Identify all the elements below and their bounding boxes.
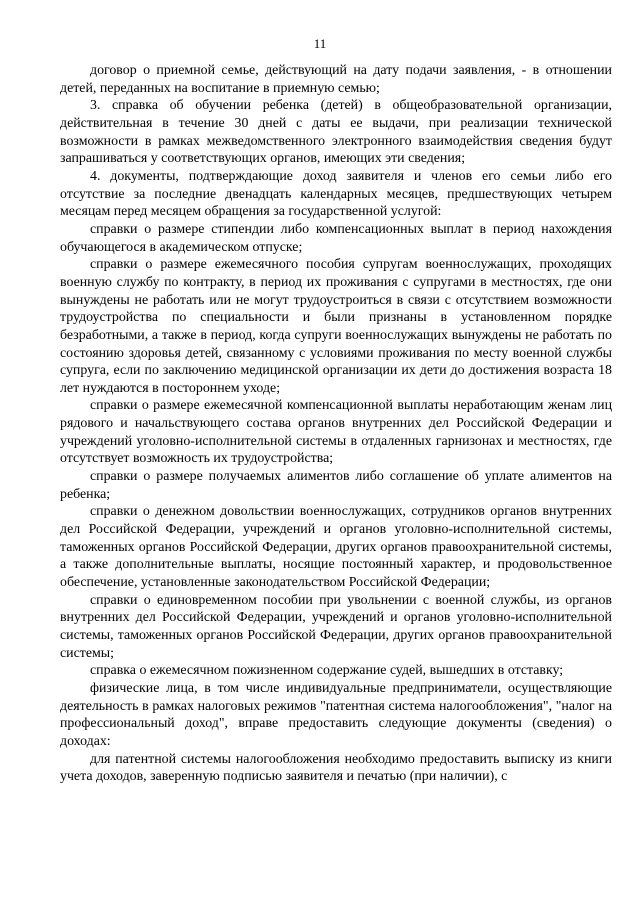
paragraph-compensation-payment: справки о размере ежемесячной компенсационной выплаты неработающим женам лиц рядового и начальствующего состава органов внутренних дел Российской Федерации и учреждений уголовно-исполнительной системы в отдаленных гарнизонах и местностях, где отсутствует возможность их трудоустройства; <box>60 398 612 467</box>
paragraph-judges-maintenance: справка о ежемесячном пожизненном содержание судей, вышедших в отставку; <box>90 663 564 679</box>
paragraph-patent-system: для патентной системы налогообложения необходимо предоставить выписку из книги учета доходов, заверенную подписью заявителя и печатью (при наличии), с <box>60 751 612 785</box>
paragraph-monetary-allowance: справки о денежном довольствии военнослужащих, сотрудников органов внутренних дел Российской Федерации, учреждений и органов уголовно-исполнительной системы, таможенных органов Российской Федерации, других органов правоохранительной системы, а также дополнительные выплаты, носящие постоянный характер, и продовольственное обеспечение, установленные законодательством Российской Федерации; <box>60 504 612 591</box>
paragraph-stipend-certificate: справки о размере стипендии либо компенсационных выплат в период нахождения обучающегося в академическом отпуске; <box>60 221 612 255</box>
paragraph-alimony: справки о размере получаемых алиментов либо соглашение об уплате алиментов на ребенка; <box>60 469 612 502</box>
paragraph-item-3-school-certificate: 3. справка об обучении ребенка (детей) в общеобразовательной организации, действительная в течение 30 дней с даты ее выдачи, при реализации технической возможности в рамках межведомственного электронного взаимодействия сведения будут запрашиваться у соответствующих органов, имеющих эти сведения; <box>60 98 612 167</box>
paragraph-foster-agreement: договор о приемной семье, действующий на дату подачи заявления, - в отношении детей, переданных на воспитание в приемную семью; <box>60 63 612 96</box>
document-body <box>60 62 612 786</box>
page-number: 11 <box>313 36 327 51</box>
paragraph-one-time-benefit: справки о единовременном пособии при увольнении с военной службы, из органов внутренних дел Российской Федерации, учреждений и органов уголовно-исполнительной системы, таможенных органов Российской Федерации, других органов правоохранительной системы; <box>60 592 612 661</box>
paragraph-item-4-income-documents: 4. документы, подтверждающие доход заявителя и членов его семьи либо его отсутствие за последние двенадцать календарных месяцев, предшествующих четырем месяцам перед месяцем обращения за государственной услугой: <box>60 168 612 220</box>
paragraph-individuals-tax-regimes: физические лица, в том числе индивидуальные предприниматели, осуществляющие деятельность в рамках налоговых режимов "патентная система налогообложения", "налог на профессиональный доход", вправе предоставить следующие документы (сведения) о доходах: <box>60 680 612 749</box>
paragraph-spouse-allowance: справки о размере ежемесячного пособия супругам военнослужащих, проходящих военную службу по контракту, в период их проживания с супругами в местностях, где они вынуждены не работать или не могут трудоустроиться в связи с отсутствием возможности трудоустройства по специальности и были признаны в установленном порядке безработными, а также в период, когда супруги военнослужащих вынуждены не работать по состоянию здоровья детей, связанному с условиями проживания по месту военной службы супруга, если по заключению медицинской организации их дети до достижения возраста 18 лет нуждаются в постороннем уходе; <box>60 257 612 396</box>
